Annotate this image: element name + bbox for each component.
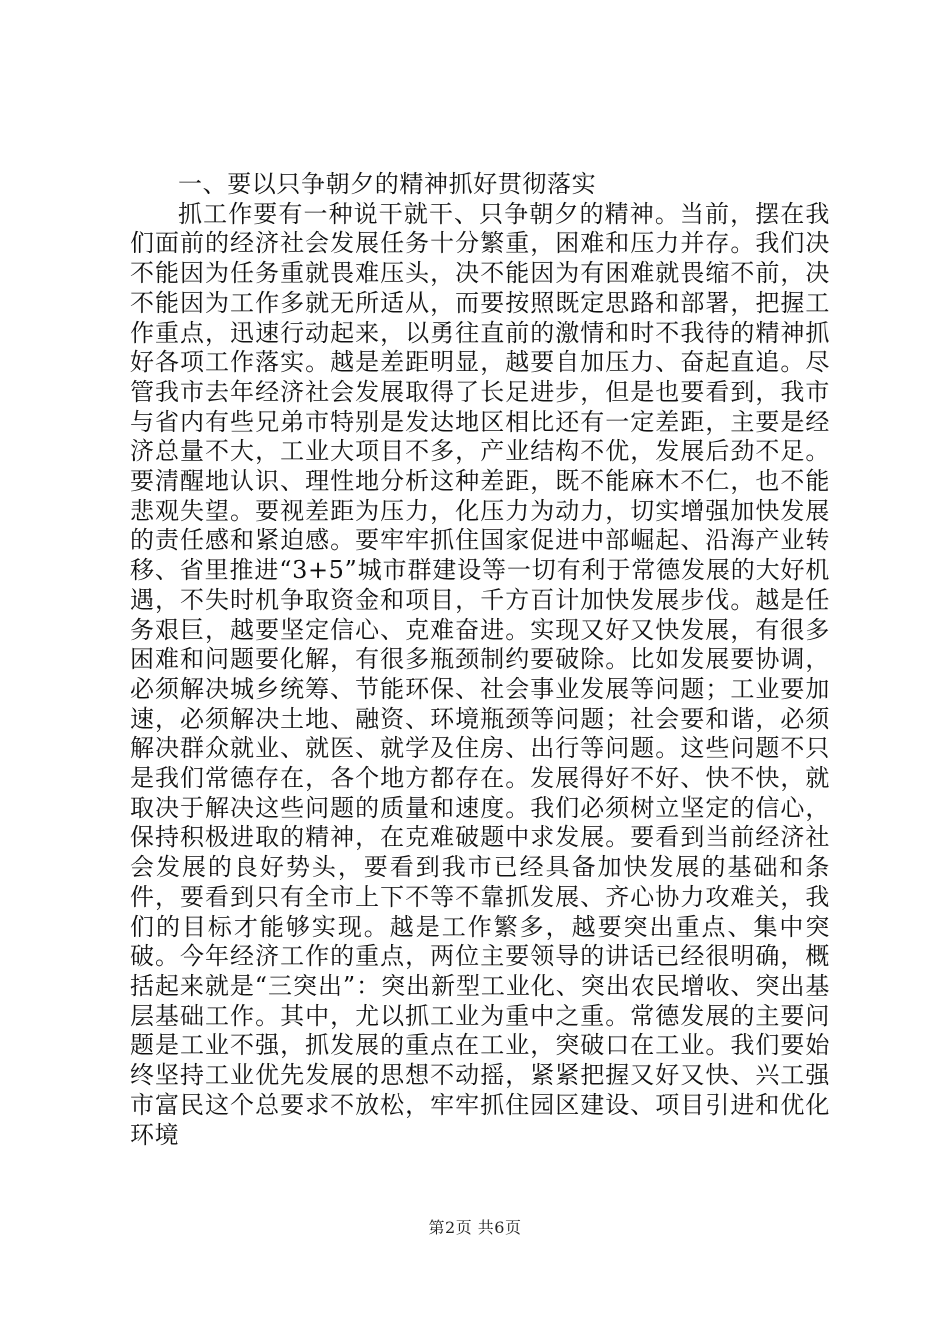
section-heading: 一、要以只争朝夕的精神抓好贯彻落实	[178, 170, 597, 198]
body-paragraph: 抓工作要有一种说干就干、只争朝夕的精神。当前，摆在我们面前的经济社会发展任务十分繁重，困难和压力并存。我们决不能因为任务重就畏难压头，决不能因为有困难就畏缩不前，决不能因为工作多就无所适从，而要按照既定思路和部署，把握工作重点，迅速行动起来，以勇往直前的激情和时不我待的精神抓好各项工作落实。越是差距明显，越要自加压力、奋起直追。尽管我市去年经济社会发展取得了长足进步，但是也要看到，我市与省内有些兄弟市特别是发达地区相比还有一定差距，主要是经济总量不大，工业大项目不多，产业结构不优，发展后劲不足。要清醒地认识、理性地分析这种差距，既不能麻木不仁，也不能悲观失望。要视差距为压力，化压力为动力，切实增强加快发展的责任感和紧迫感。要牢牢抓住国家促进中部崛起、沿海产业转移、省里推进“3+5”城市群建设等一切有利于常德发展的大好机遇，不失时机争取资金和项目，千方百计加快发展步伐。越是任务艰巨，越要坚定信心、克难奋进。实现又好又快发展，有很多困难和问题要化解，有很多瓶颈制约要破除。比如发展要协调，必须解决城乡统筹、节能环保、社会事业发展等问题；工业要加速，必须解决土地、融资、环境瓶颈等问题；社会要和谐，必须解决群众就业、就医、就学及住房、出行等问题。这些问题不只是我们常德存在，各个地方都存在。发展得好不好、快不快，就取决于解决这些问题的质量和速度。我们必须树立坚定的信心，保持积极进取的精神，在克难破题中求发展。要看到当前经济社会发展的良好势头，要看到我市已经具备加快发展的基础和条件，要看到只有全市上下不等不靠抓发展、齐心协力攻难关，我们的目标才能够实现。越是工作繁多，越要突出重点、集中突破。今年经济工作的重点，两位主要领导的讲话已经很明确，概括起来就是“三突出”：突出新型工业化、突出农民增收、突出基层基础工作。其中，尤以抓工业为重中之重。常德发展的主要问题是工业不强，抓发展的重点在工业，突破口在工业。我们要始终坚持工业优先发展的思想不动摇，紧紧把握又好又快、兴工强市富民这个总要求不放松，牢牢抓住园区建设、项目引进和优化环境	[130, 199, 830, 1149]
document-body	[130, 170, 830, 1150]
page-footer: 第2页 共6页	[428, 1218, 522, 1237]
